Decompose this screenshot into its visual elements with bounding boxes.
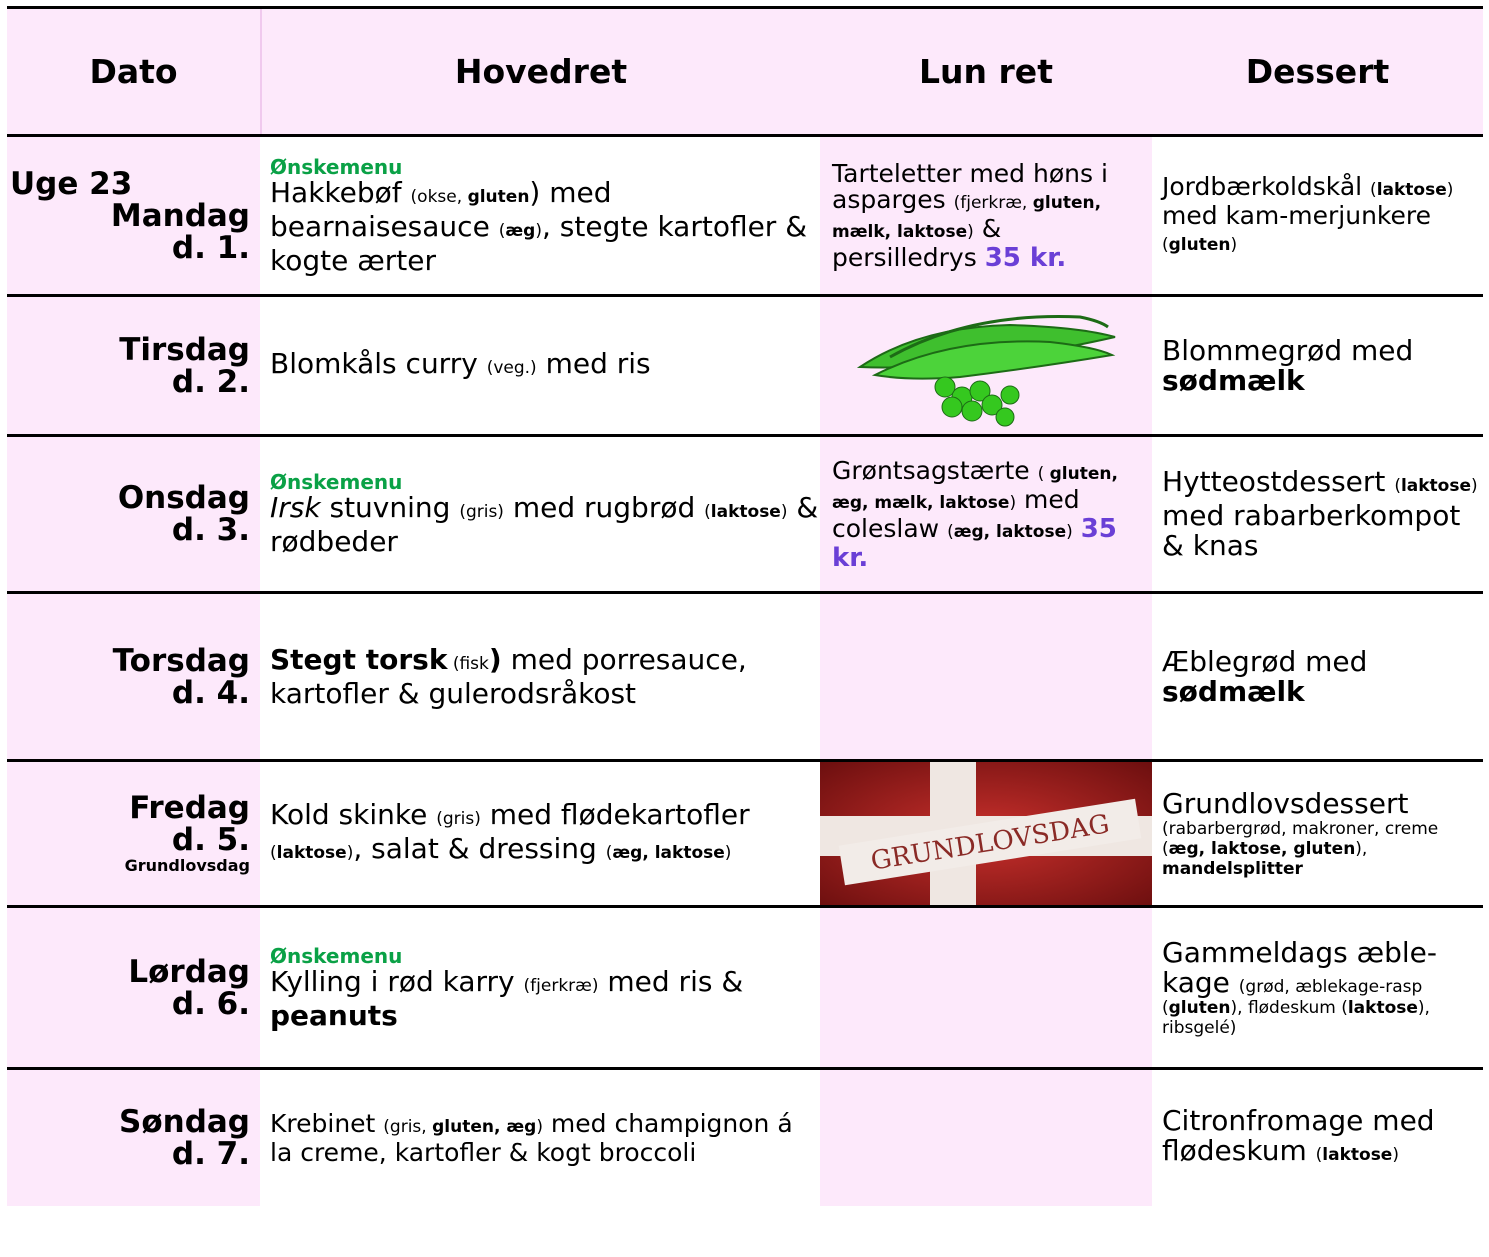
dessert-cell <box>1152 1070 1483 1206</box>
day-name: Tirsdag <box>119 331 250 368</box>
date-cell <box>7 908 260 1067</box>
lun-dish-cell <box>820 1070 1152 1206</box>
lun-dish-cell <box>820 762 1152 905</box>
main-dish-cell <box>260 594 820 759</box>
day-date: d. 4. <box>171 674 250 711</box>
main-dish-text: Blomkåls curry (veg.) med ris <box>270 346 651 380</box>
main-dish-text: Hakkebøf (okse, gluten) med bearnaisesauce (æg), stegte kartofler & kogte ærter <box>270 175 808 277</box>
header-lun: Lun ret <box>820 9 1152 134</box>
table-row <box>7 762 1483 908</box>
main-dish-cell <box>260 908 820 1067</box>
table-row <box>7 437 1483 594</box>
main-dish-text: Stegt torsk (fisk) med porresauce, kartofler & gulerodsråkost <box>270 642 747 710</box>
wish-menu-label: Ønskemenu <box>270 943 403 968</box>
date-cell <box>7 1070 260 1206</box>
price-label: 35 kr. <box>832 513 1117 573</box>
lun-dish-text: Grøntsagstærte ( gluten, æg, mælk, laktose) med coleslaw (æg, laktose) 35 kr. <box>832 455 1118 573</box>
day-date: d. 7. <box>171 1136 250 1172</box>
dessert-cell <box>1152 908 1483 1067</box>
wish-menu-label: Ønskemenu <box>270 470 403 494</box>
date-cell <box>7 762 260 905</box>
header-date: Dato <box>7 9 260 134</box>
dessert-text: Gammeldags æble-kage (grød, æblekage-rasp (gluten), flødeskum (laktose), ribsgelé) <box>1162 935 1437 1038</box>
dessert-text: Hytteostdessert (laktose) med rabarberkompot & knas <box>1162 465 1478 562</box>
lun-dish-cell <box>820 297 1152 434</box>
main-dish-cell <box>260 137 820 294</box>
table-row <box>7 1070 1483 1206</box>
day-date: d. 2. <box>171 363 250 400</box>
day-name: Lørdag <box>128 953 250 990</box>
day-date: d. 3. <box>171 512 250 548</box>
table-row <box>7 137 1483 297</box>
dessert-text: Grundlovsdessert (rabarbergrød, makroner, creme (æg, laktose, gluten), mandelsplitter <box>1162 786 1439 879</box>
holiday-note: Grundlovsdag <box>124 855 250 875</box>
day-name: Onsdag <box>117 480 250 516</box>
table-row <box>7 908 1483 1070</box>
wish-menu-label: Ønskemenu <box>270 154 403 179</box>
day-name: Søndag <box>119 1104 250 1140</box>
main-dish-text: Kold skinke (gris) med flødekartofler (laktose), salat & dressing (æg, laktose) <box>270 797 750 865</box>
date-cell <box>7 437 260 591</box>
table-row <box>7 594 1483 762</box>
date-cell <box>7 297 260 434</box>
lun-dish-cell <box>820 594 1152 759</box>
price-label: 35 kr. <box>984 242 1067 273</box>
flag-banner-text: GRUNDLOVSDAG <box>868 809 1112 877</box>
weekly-menu-table <box>7 6 1483 1206</box>
lun-dish-cell <box>820 908 1152 1067</box>
green-peas-image <box>850 307 1130 427</box>
day-name: Fredag <box>129 789 250 826</box>
danish-flag-image <box>820 762 1152 905</box>
main-dish-cell <box>260 297 820 434</box>
day-date: d. 6. <box>171 985 250 1022</box>
dessert-text: Citronfromage med flødeskum (laktose) <box>1162 1104 1435 1167</box>
main-dish-text: Kylling i rød karry (fjerkræ) med ris & peanuts <box>270 964 744 1032</box>
day-date: d. 5. <box>171 821 250 858</box>
dessert-text: Æblegrød med sødmælk <box>1162 644 1368 708</box>
dessert-cell <box>1152 594 1483 759</box>
table-row <box>7 297 1483 437</box>
lun-dish-cell <box>820 137 1152 294</box>
dessert-cell <box>1152 137 1483 294</box>
day-name: Torsdag <box>112 642 250 679</box>
main-dish-cell <box>260 762 820 905</box>
dessert-text: Jordbærkoldskål (laktose) med kam-merjunkere (gluten) <box>1162 171 1454 255</box>
dessert-cell <box>1152 297 1483 434</box>
dessert-text: Blommegrød med sødmælk <box>1162 333 1414 397</box>
main-dish-cell <box>260 437 820 591</box>
week-label: Uge 23 <box>10 165 133 202</box>
dessert-cell <box>1152 437 1483 591</box>
main-dish-cell <box>260 1070 820 1206</box>
table-header-row <box>7 6 1483 137</box>
dessert-cell <box>1152 762 1483 905</box>
day-name: Mandag <box>110 197 250 234</box>
main-dish-text: Irsk stuvning (gris) med rugbrød (laktose) & rødbeder <box>270 491 819 558</box>
date-cell <box>7 594 260 759</box>
lun-dish-text: Tarteletter med høns i asparges (fjerkræ, gluten, mælk, laktose) & persilledrys 35 kr. <box>832 158 1108 273</box>
main-dish-text: Krebinet (gris, gluten, æg) med champignon á la creme, kartofler & kogt broccoli <box>270 1108 793 1167</box>
header-dessert: Dessert <box>1152 9 1483 134</box>
lun-dish-cell <box>820 437 1152 591</box>
date-cell <box>7 137 260 294</box>
day-date: d. 1. <box>171 229 250 266</box>
header-main: Hovedret <box>260 9 820 134</box>
